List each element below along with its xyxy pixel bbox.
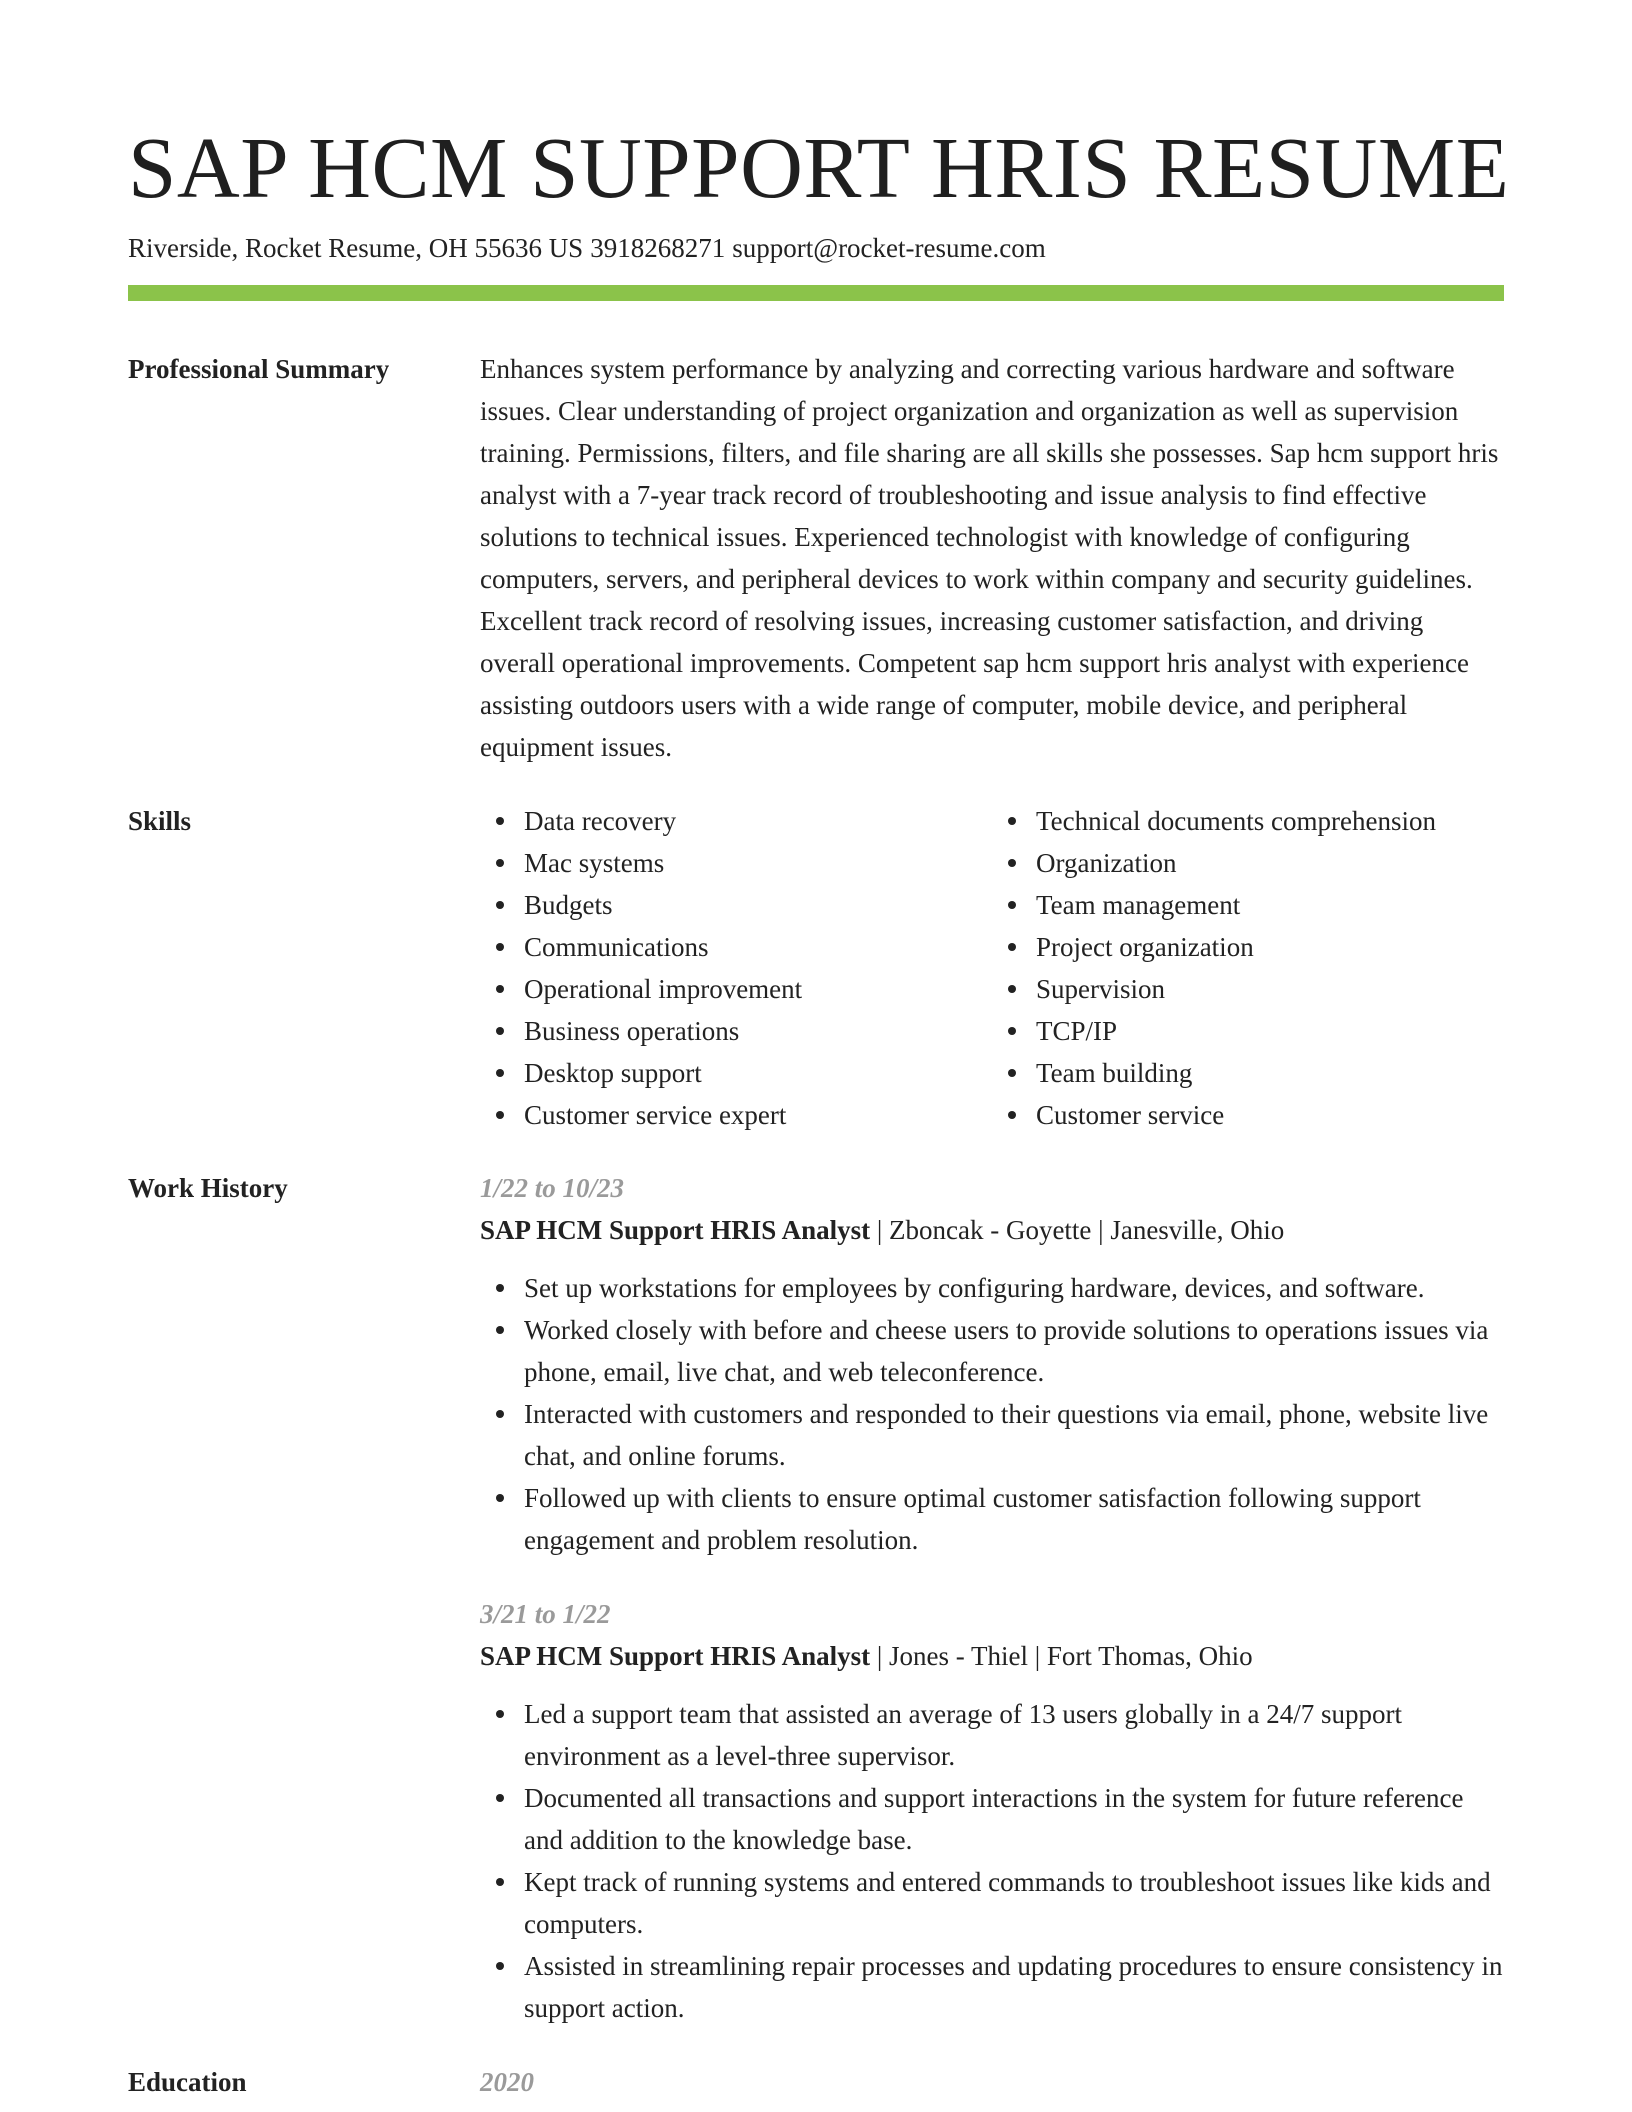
job-duty: Assisted in streamlining repair processes and updating procedures to ensure consistency in support action. — [524, 1945, 1504, 2029]
job-details: | Zboncak - Goyette | Janesville, Ohio — [870, 1215, 1285, 1245]
job-entry — [480, 1167, 1504, 1561]
skill-item: Technical documents comprehension — [1036, 800, 1504, 842]
skill-item: Communications — [524, 926, 992, 968]
contact-email: support@rocket-resume.com — [732, 233, 1046, 263]
job-duties — [480, 1267, 1504, 1561]
contact-line — [128, 230, 1046, 266]
contact-address: Riverside, Rocket Resume, OH 55636 US — [128, 233, 584, 263]
skill-item: Business operations — [524, 1010, 992, 1052]
job-entry — [480, 1593, 1504, 2029]
skill-item: Mac systems — [524, 842, 992, 884]
skill-item: Team building — [1036, 1052, 1504, 1094]
skills-list-right — [992, 800, 1504, 1136]
job-heading — [480, 1209, 1504, 1251]
job-dates: 3/21 to 1/22 — [480, 1599, 611, 1629]
skill-item: Project organization — [1036, 926, 1504, 968]
work-history-heading: Work History — [128, 1173, 288, 1203]
contact-phone: 3918268271 — [590, 233, 726, 263]
job-title: SAP HCM Support HRIS Analyst — [480, 1215, 871, 1245]
skill-item: TCP/IP — [1036, 1010, 1504, 1052]
job-duty: Followed up with clients to ensure optimal customer satisfaction following support engagement and problem resolution. — [524, 1477, 1504, 1561]
job-duties — [480, 1693, 1504, 2029]
skill-item: Data recovery — [524, 800, 992, 842]
skill-item: Operational improvement — [524, 968, 992, 1010]
skill-item: Customer service — [1036, 1094, 1504, 1136]
skills-heading: Skills — [128, 806, 192, 836]
job-duty: Kept track of running systems and entered commands to troubleshoot issues like kids and computers. — [524, 1861, 1504, 1945]
job-title: SAP HCM Support HRIS Analyst — [480, 1641, 871, 1671]
accent-divider — [128, 285, 1504, 301]
skill-item: Customer service expert — [524, 1094, 992, 1136]
resume-title: SAP HCM SUPPORT HRIS RESUME — [128, 119, 1510, 216]
job-duty: Worked closely with before and cheese users to provide solutions to operations issues via phone, email, live chat, and web teleconference. — [524, 1309, 1504, 1393]
education-year: 2020 — [480, 2067, 534, 2097]
summary-heading: Professional Summary — [128, 354, 390, 384]
skill-item: Supervision — [1036, 968, 1504, 1010]
skill-item: Team management — [1036, 884, 1504, 926]
job-duty: Documented all transactions and support interactions in the system for future reference and addition to the knowledge base. — [524, 1777, 1504, 1861]
job-details: | Jones - Thiel | Fort Thomas, Ohio — [870, 1641, 1253, 1671]
job-duty: Interacted with customers and responded to their questions via email, phone, website live chat, and online forums. — [524, 1393, 1504, 1477]
job-dates: 1/22 to 10/23 — [480, 1173, 625, 1203]
skill-item: Desktop support — [524, 1052, 992, 1094]
job-duty: Set up workstations for employees by configuring hardware, devices, and software. — [524, 1267, 1504, 1309]
skill-item: Budgets — [524, 884, 992, 926]
education-heading: Education — [128, 2067, 247, 2097]
job-heading — [480, 1635, 1504, 1677]
skill-item: Organization — [1036, 842, 1504, 884]
job-duty: Led a support team that assisted an average of 13 users globally in a 24/7 support environment as a level-three supervisor. — [524, 1693, 1504, 1777]
summary-text: Enhances system performance by analyzing and correcting various hardware and software issues. Clear understanding of project organization and organization as well as supervision training. Permissions, filters, and file sharing are all skills she possesses. Sap hcm support hris analyst with a 7-year track record of troubleshooting and issue analysis to find effective solutions to technical issues. Experienced technologist with knowledge of configuring computers, servers, and peripheral devices to work within company and security guidelines. Excellent track record of resolving issues, increasing customer satisfaction, and driving overall operational improvements. Competent sap hcm support hris analyst with experience assisting outdoors users with a wide range of computer, mobile device, and peripheral equipment issues. — [480, 354, 1499, 762]
skills-list-left — [480, 800, 992, 1136]
